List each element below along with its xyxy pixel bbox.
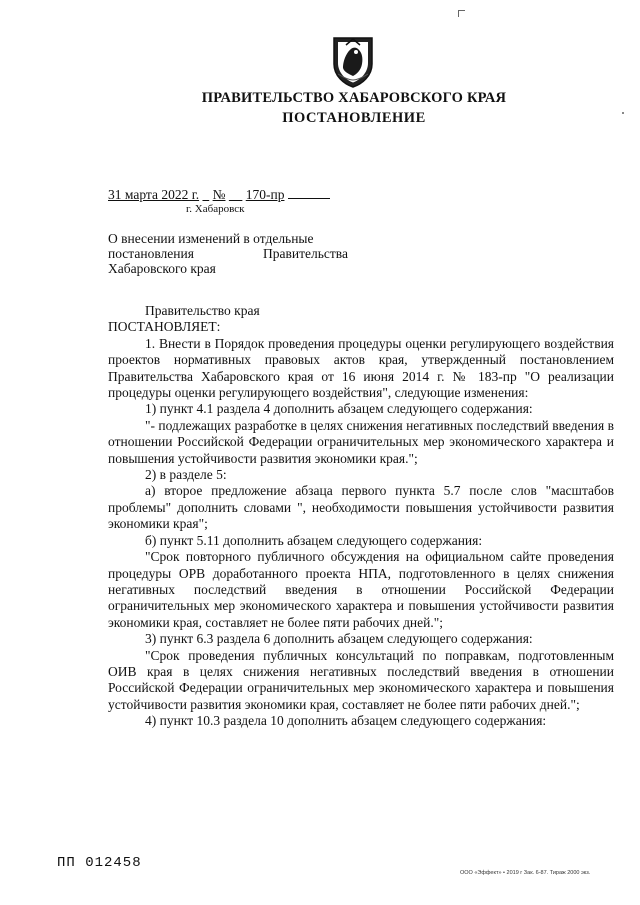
body-paragraph: "Срок повторного публичного обсуждения на официальном сайте проведения процедуры ОРВ доработанного проекта НПА, подготовленного в целях снижения негативных последствий введения в отношении Российской Федерации ограничительных мер экономического характера и повышения устойчивости развития экономики края, составляет не более пяти рабочих дней."; xyxy=(108,549,614,630)
document-subject xyxy=(108,231,348,276)
body-paragraph: 4) пункт 10.3 раздела 10 дополнить абзацем следующего содержания: xyxy=(145,713,547,729)
document-type-title: ПОСТАНОВЛЕНИЕ xyxy=(282,110,426,126)
subject-line-2-left: постановления xyxy=(108,246,194,261)
body-paragraph: "Срок проведения публичных консультаций по поправкам, подготовленным ОИВ края в целях снижения негативных последствий введения в отношении Российской Федерации ограничительных мер экономического характера и повышения устойчивости развития экономики края, составляет не более пяти рабочих дней."; xyxy=(108,647,614,712)
document-number: 170-пр xyxy=(245,187,285,202)
coat-of-arms-icon xyxy=(330,34,376,88)
decree-word: ПОСТАНОВЛЯЕТ: xyxy=(108,319,221,335)
body-paragraph: "- подлежащих разработке в целях снижения негативных последствий введения в отношении Российской Федерации ограничительных мер экономического характера и повышения устойчивости развития экономики края."; xyxy=(108,417,614,466)
scan-dot xyxy=(622,112,624,114)
print-note: ООО «Эффект» • 2019 г Зак. 6-87. Тираж 2000 экз. xyxy=(460,870,591,876)
body-paragraph: 2) в разделе 5: xyxy=(145,467,227,483)
body-paragraph: б) пункт 5.11 дополнить абзацем следующего содержания: xyxy=(145,532,483,548)
scan-corner-mark xyxy=(458,10,465,17)
serial-number: ПП 012458 xyxy=(57,855,142,871)
date-number-line xyxy=(108,186,330,203)
subject-line-2-right: Правительства xyxy=(263,246,348,261)
document-body xyxy=(108,303,614,730)
subject-line-3: Хабаровского края xyxy=(108,261,216,276)
government-title: ПРАВИТЕЛЬСТВО ХАБАРОВСКОГО КРАЯ xyxy=(201,90,507,106)
body-paragraph: 1. Внести в Порядок проведения процедуры оценки регулирующего воздействия проектов нормативных правовых актов края, утвержденный постановлением Правительства Хабаровского края от 16 июня 2014 г. № 183-пр "О реализации процедуры оценки регулирующего воздействия", следующие изменения: xyxy=(108,335,614,401)
body-paragraph: а) второе предложение абзаца первого пункта 5.7 после слов "масштабов проблемы" дополнить словами ", необходимости повышения устойчивости развития экономики края"; xyxy=(108,483,614,532)
number-label: № xyxy=(212,187,226,202)
subject-line-1: О внесении изменений в отдельные xyxy=(108,231,314,246)
subject-line-2 xyxy=(108,246,348,261)
body-paragraph: 1) пункт 4.1 раздела 4 дополнить абзацем следующего содержания: xyxy=(145,401,533,417)
opening-line: Правительство края xyxy=(145,303,260,318)
document-date: 31 марта 2022 г. xyxy=(108,187,200,202)
city: г. Хабаровск xyxy=(186,203,245,215)
number-underline xyxy=(288,186,330,199)
body-paragraph: 3) пункт 6.3 раздела 6 дополнить абзацем следующего содержания: xyxy=(145,631,533,647)
